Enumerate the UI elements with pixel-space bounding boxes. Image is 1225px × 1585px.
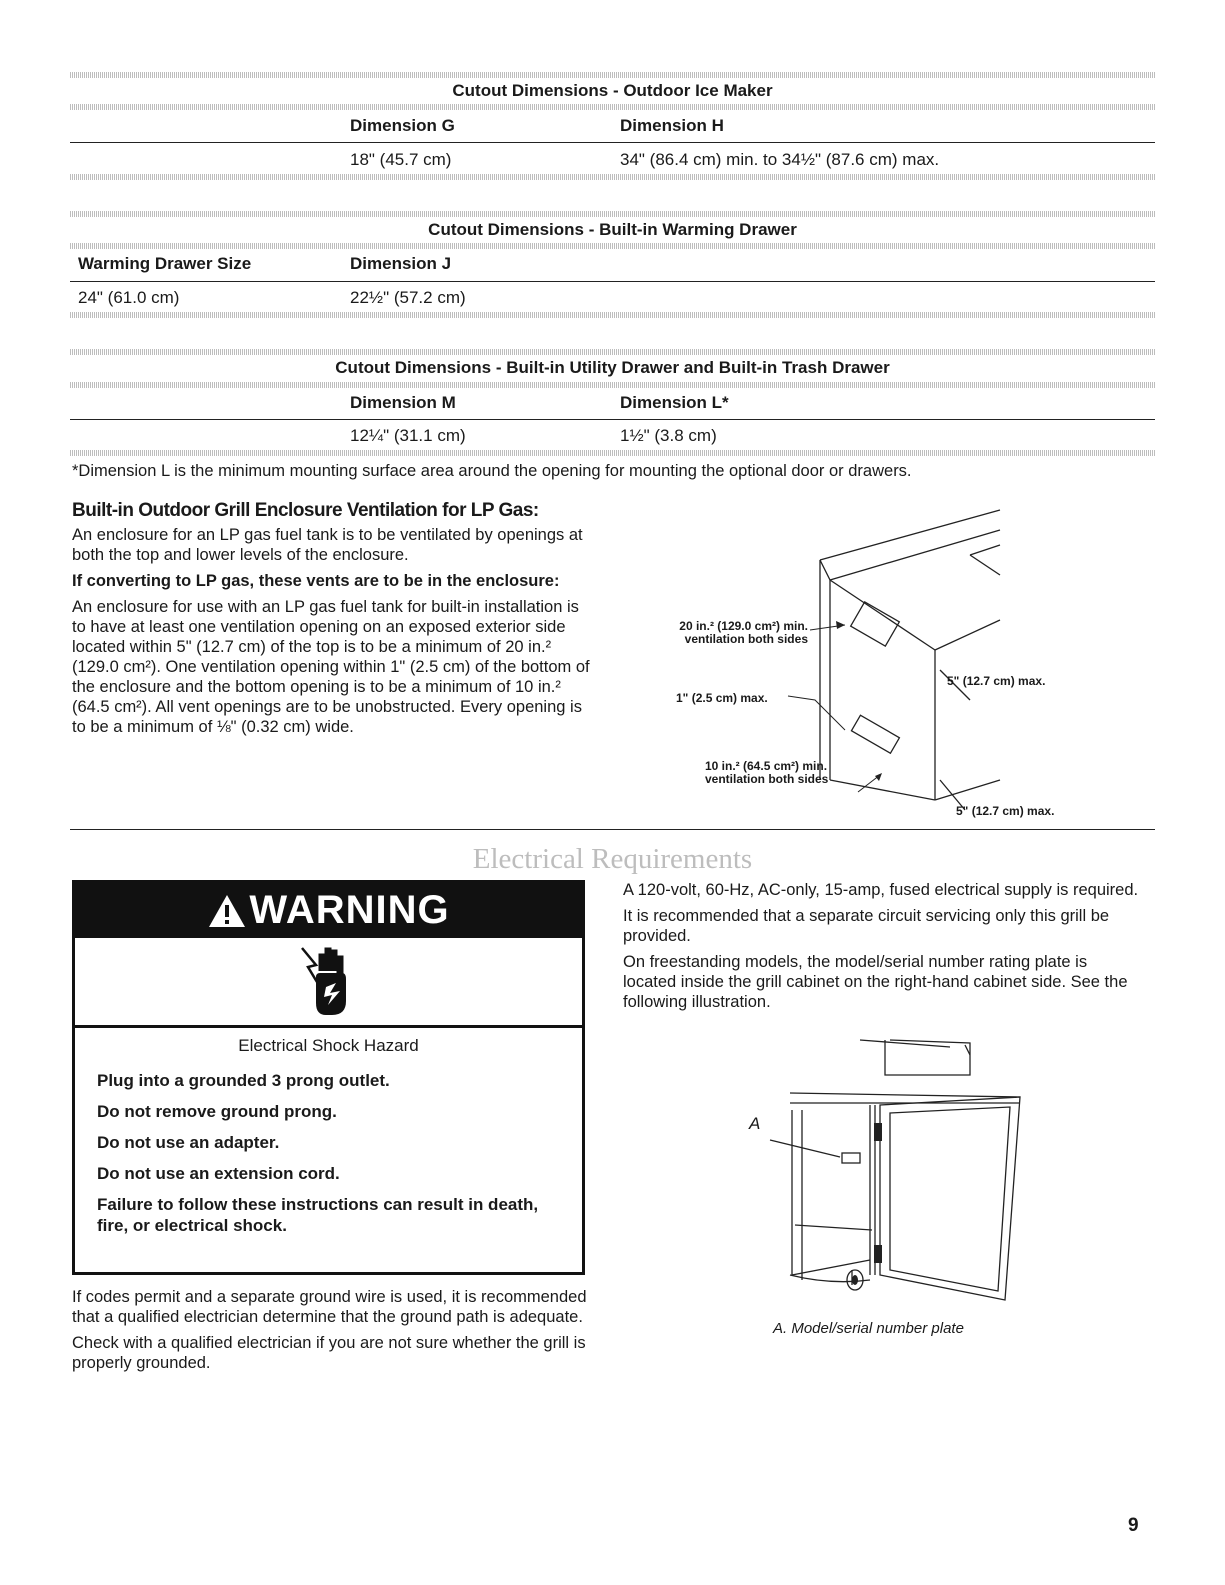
ventilation-heading: Built-in Outdoor Grill Enclosure Ventilation for LP Gas: <box>72 500 539 521</box>
diagram-bottom-vent-note: ventilation both sides <box>705 772 829 786</box>
ventilation-section <box>72 500 592 743</box>
diagram-bottom-vent-size: 10 in.² (64.5 cm²) min. <box>705 759 828 773</box>
cell-dimension-l: 1½" (3.8 cm) <box>620 426 717 445</box>
warning-line-2: Do not remove ground prong. <box>97 1102 337 1121</box>
diagram-top-dimension: 5" (12.7 cm) max. <box>947 674 1046 688</box>
header-warming-drawer-size: Warming Drawer Size <box>78 254 252 273</box>
section-title: Electrical Requirements <box>472 843 753 875</box>
header-dimension-l: Dimension L* <box>620 393 729 412</box>
warning-hazard: Electrical Shock Hazard <box>238 1036 419 1055</box>
electrician-check-paragraph: Check with a qualified electrician if you are not sure whether the grill is properly grounded. <box>72 1334 586 1372</box>
header-dimension-m: Dimension M <box>350 393 456 412</box>
warning-title: WARNING <box>249 888 450 932</box>
ground-wire-paragraph: If codes permit and a separate ground wire is used, it is recommended that a qualified electrician determine that the ground path is adequate. <box>72 1288 587 1326</box>
figure-caption: A. Model/serial number plate <box>773 1320 964 1337</box>
cell-dimension-g: 18" (45.7 cm) <box>350 150 452 169</box>
ventilation-body: An enclosure for use with an LP gas fuel tank for built-in installation is to have at least one ventilation opening on an exposed exterior side located within 5" (12.7 cm) of the top is to be a minimum of 20 in.² (129.0 cm²). One ventilation opening within 1" (2.5 cm) of the bottom of the enclosure and the bottom opening is to be a minimum of 10 in.² (64.5 cm²). All vent openings are to be unobstructed. Every opening is to be a minimum of ⅛" (0.32 cm) wide. <box>72 598 590 736</box>
ventilation-subheading: If converting to LP gas, these vents are to be in the enclosure: <box>72 572 560 590</box>
table-caption-ice-maker: Cutout Dimensions - Outdoor Ice Maker <box>452 81 773 100</box>
header-dimension-j: Dimension J <box>350 254 452 273</box>
header-dimension-g: Dimension G <box>350 116 455 135</box>
warning-line-5: Failure to follow these instructions can result in death, fire, or electrical shock. <box>97 1195 539 1235</box>
supply-paragraph: A 120-volt, 60-Hz, AC-only, 15-amp, fused electrical supply is required. <box>623 881 1139 899</box>
page-number: 9 <box>1128 1515 1139 1536</box>
header-dimension-h: Dimension H <box>620 116 724 135</box>
table-caption-utility-drawer: Cutout Dimensions - Built-in Utility Drawer and Built-in Trash Drawer <box>335 358 890 377</box>
table-caption-warming-drawer: Cutout Dimensions - Built-in Warming Drawer <box>428 220 797 239</box>
cell-dimension-j: 22½" (57.2 cm) <box>350 288 466 307</box>
warning-triangle-icon <box>207 893 247 929</box>
warning-box <box>72 880 585 1275</box>
ventilation-intro: An enclosure for an LP gas fuel tank is to be ventilated by openings at both the top and lower levels of the enclosure. <box>72 526 583 564</box>
rating-plate-paragraph: On freestanding models, the model/serial number rating plate is located inside the grill cabinet on the right-hand cabinet side. See the following illustration. <box>623 953 1128 1011</box>
warning-line-4: Do not use an extension cord. <box>97 1164 340 1183</box>
diagram-top-vent-note: ventilation both sides <box>684 632 808 646</box>
warning-header <box>75 883 582 938</box>
diagram-bottom-dimension: 1" (2.5 cm) max. <box>676 691 768 705</box>
electric-shock-hand-icon <box>294 943 364 1021</box>
grill-cabinet-illustration <box>740 1035 1040 1310</box>
figure-label-a: A <box>749 1114 761 1133</box>
diagram-top-vent-size: 20 in.² (129.0 cm²) min. <box>679 619 808 633</box>
cell-warming-drawer-size: 24" (61.0 cm) <box>78 288 180 307</box>
diagram-lower-dimension: 5" (12.7 cm) max. <box>956 804 1055 818</box>
separate-circuit-paragraph: It is recommended that a separate circuit servicing only this grill be provided. <box>623 907 1110 945</box>
warning-line-3: Do not use an adapter. <box>97 1133 280 1152</box>
table-footnote: *Dimension L is the minimum mounting surface area around the opening for mounting the optional door or drawers. <box>72 462 912 480</box>
cell-dimension-h: 34" (86.4 cm) min. to 34½" (87.6 cm) max. <box>620 150 940 169</box>
warning-line-1: Plug into a grounded 3 prong outlet. <box>97 1071 390 1090</box>
cell-dimension-m: 12¼" (31.1 cm) <box>350 426 466 445</box>
